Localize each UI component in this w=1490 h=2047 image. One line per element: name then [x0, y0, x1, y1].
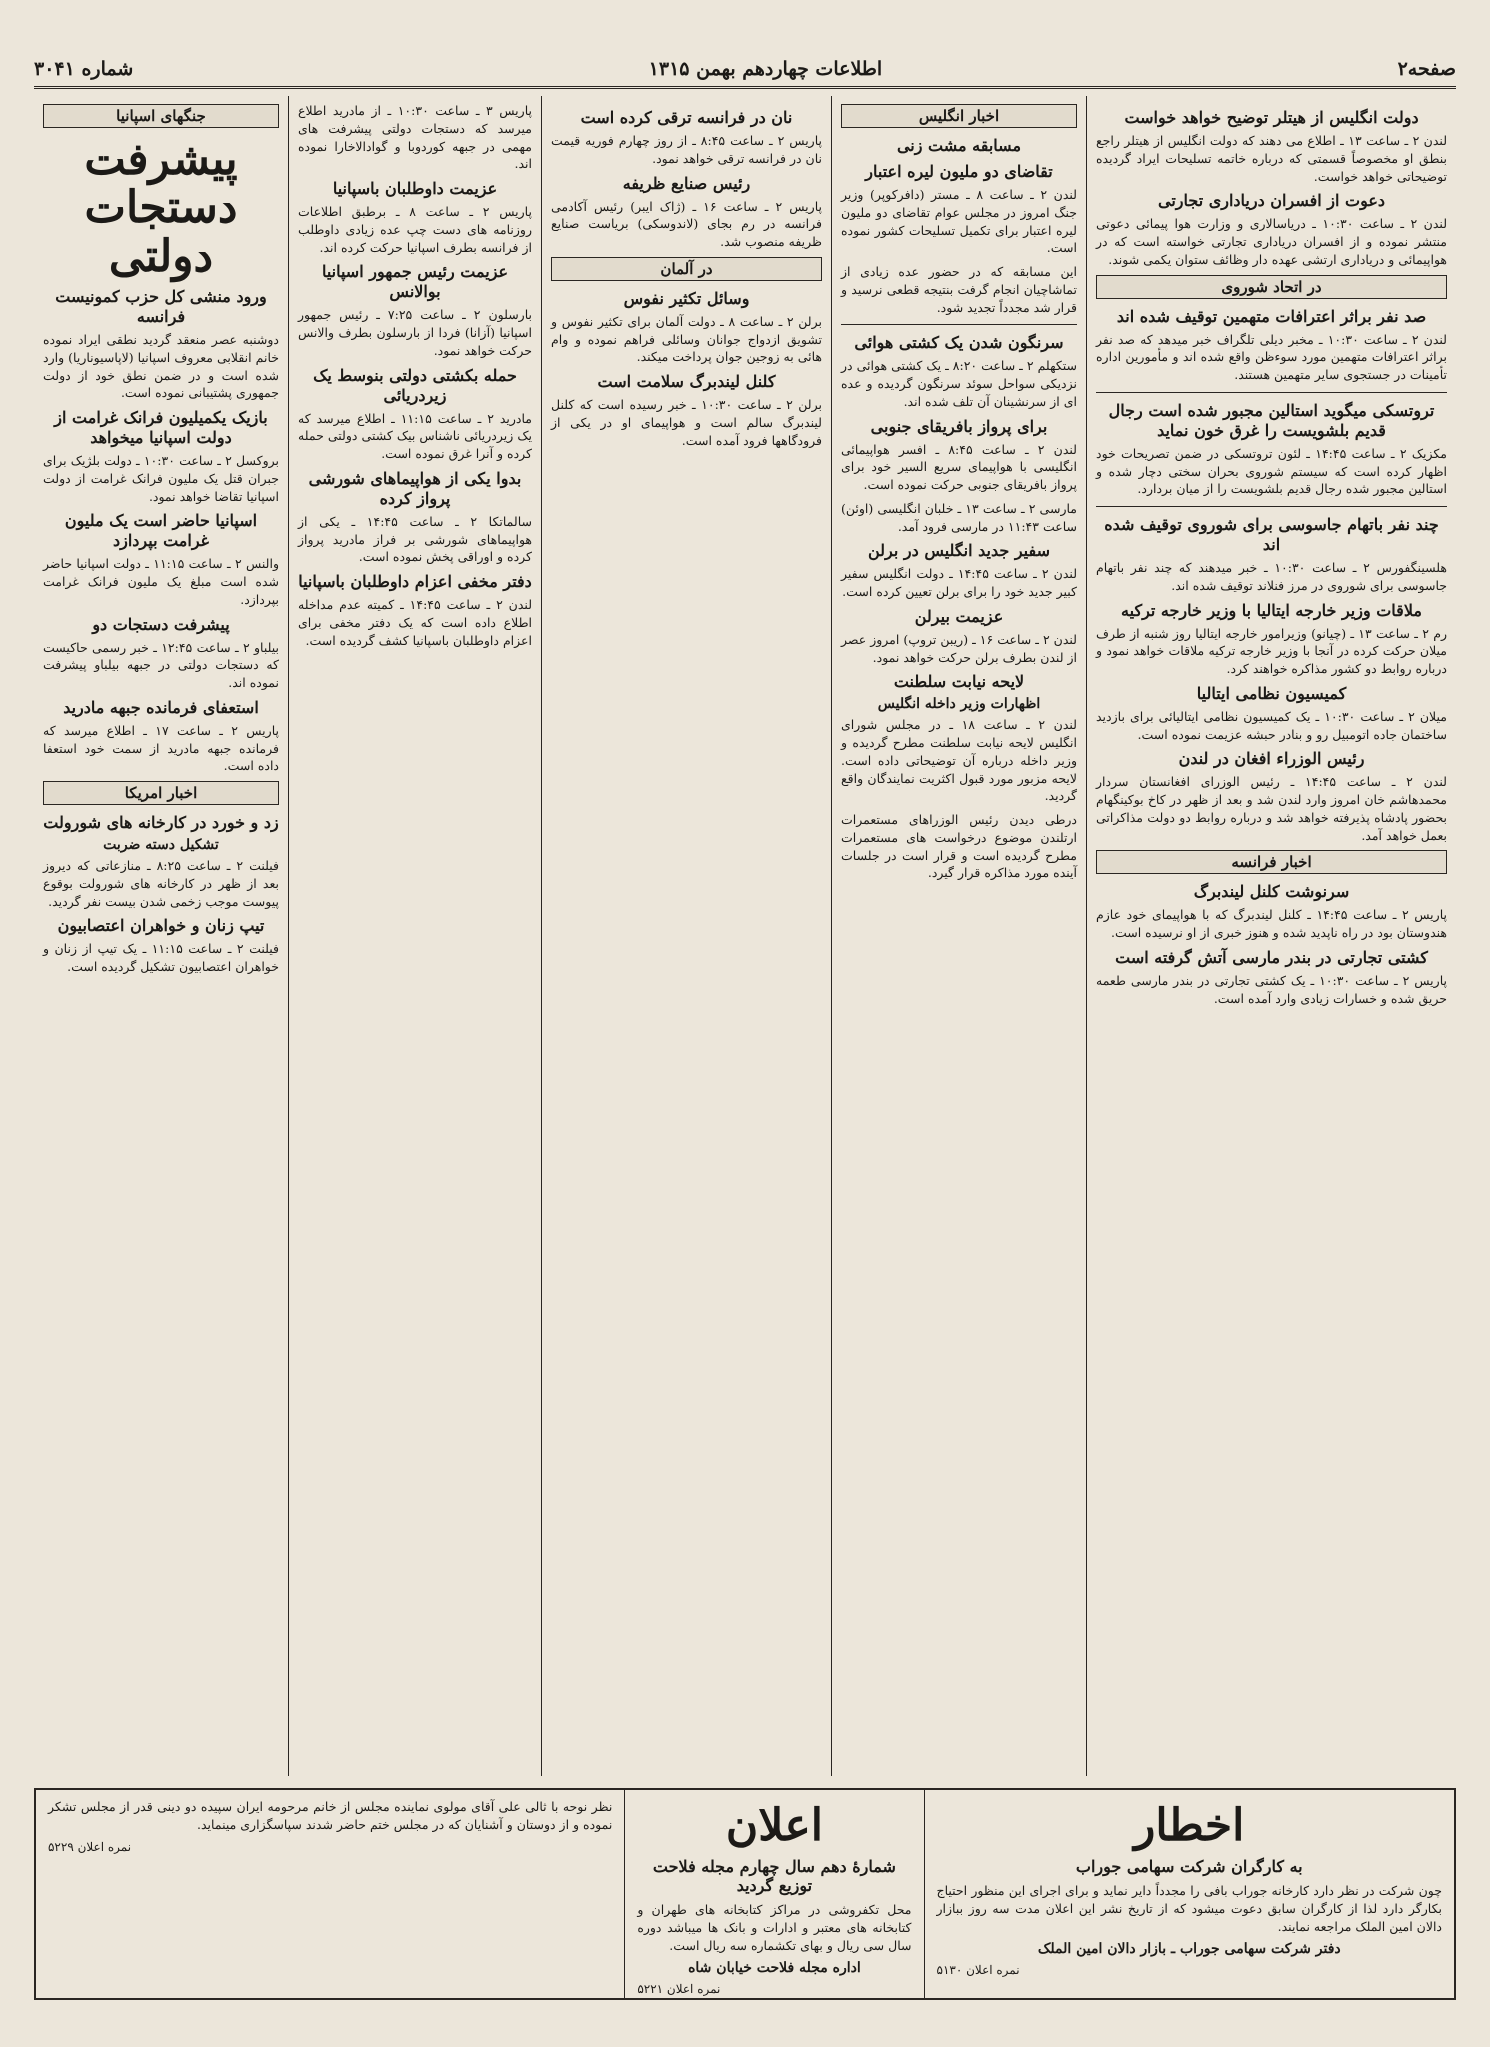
headline: برای پرواز بافریقای جنوبی	[870, 416, 1048, 436]
headline: تیپ زنان و خواهران اعتصابیون	[57, 916, 265, 936]
article-body: لندن ۲ ـ ساعت ۱۴:۴۵ ـ کمیته عدم مداخله اطلاع داده است که یک دفتر مخفی برای اعزام داوطلبان باسپانیا کشف گردیده است.	[298, 597, 532, 648]
section-header: در اتحاد شوروی	[1096, 275, 1447, 299]
article-body: ستکهلم ۲ ـ ساعت ۸:۲۰ ـ یک کشتی هوائی در نزدیکی سواحل سوئد سرنگون گردیده و عده ای از سرنشینان آن تلف شده اند.	[841, 358, 1077, 409]
headline: اسپانیا حاضر است یک ملیون غرامت بپردازد	[64, 511, 258, 551]
headline: دعوت از افسران دریاداری تجارتی	[1157, 191, 1385, 211]
article-body: فیلنت ۲ ـ ساعت ۸:۲۵ ـ منازعاتی که دیروز بعد از ظهر در کارخانه های شورولت بوقوع پیوست موجب زخمی شدن بیست نفر گردید.	[43, 858, 280, 909]
article-body: فیلنت ۲ ـ ساعت ۱۱:۱۵ ـ یک تیپ از زنان و خواهران اعتصابیون تشکیل گردیده است.	[43, 941, 280, 975]
notice-number: نمره اعلان ۵۱۳۰	[936, 1963, 1020, 1978]
headline: بدوا یکی از هواپیماهای شورشی پرواز کرده	[308, 468, 522, 508]
article-body: مارسی ۲ ـ ساعت ۱۳ ـ خلبان انگلیسی (اوئن) ساعت ۱۱:۴۳ در مارسی فرود آمد.	[841, 500, 1077, 534]
headline: چند نفر باتهام جاسوسی برای شوروی توقیف شده اند	[1104, 515, 1439, 554]
article-body: بروکسل ۲ ـ ساعت ۱۰:۳۰ ـ دولت بلژیک برای جبران قتل یک ملیون فرانک غرامت از دولت اسپانیا تقاضا خواهد نمود.	[43, 453, 279, 504]
headline: نان در فرانسه ترقی کرده است	[580, 108, 793, 127]
article-body: سالماتکا ۲ ـ ساعت ۱۴:۴۵ ـ یکی از هواپیماهای شورشی بر فراز مادرید پرواز کرده و اوراقی پخش نموده است.	[298, 513, 532, 565]
page-number: صفحه۲	[1397, 58, 1456, 80]
divider	[1096, 506, 1447, 507]
headline: کشتی تجارتی در بندر مارسی آتش گرفته است	[1115, 947, 1428, 967]
article-body: دوشنبه عصر منعقد گردید نطقی ایراد نموده خانم انقلابی معروف اسپانیا (لاپاسیوناریا) وارد شده است و در ضمن نطق خود از دولت جمهوری پشتیبانی نموده است.	[43, 332, 279, 401]
announcement-body: محل تکفروشی در مراکز کتابخانه های طهران و کتابخانه های معتبر و ادارات و بانک ها میباشد دوره سال سی ریال و بهای تکشماره سه ریال است.	[637, 1902, 912, 1953]
announcement-address: اداره مجله فلاحت خیابان شاه	[688, 1960, 861, 1977]
warning-subtitle: به کارگران شرکت سهامی جوراب	[1075, 1857, 1303, 1876]
headline: بازیک یکمیلیون فرانک غرامت از دولت اسپانیا میخواهد	[54, 408, 268, 448]
headline: سفیر جدید انگلیس در برلن	[867, 541, 1051, 561]
article-body: رم ۲ ـ ساعت ۱۳ ـ (چیانو) وزیرامور خارجه ایتالیا روز شنبه از طرف میلان حرکت کرده در آنجا با وزیر خارجه ترکیه ملاقات خواهد نمود و درباره روابط دو کشور مذاکره خواهند کرد.	[1096, 625, 1447, 676]
headline: کمیسیون نظامی ایتالیا	[1196, 683, 1347, 703]
headline: سرنوشت کلنل لیندبرگ	[1193, 882, 1350, 902]
article-body: لندن ۲ ـ ساعت ۱۰:۳۰ ـ مخبر دیلی تلگراف خبر میدهد که صد نفر براثر اعترافات متهمین مورد سوءظن واقع شده اند و مأمورین اداره تأمینات در جستجوی سایر متهمین هستند.	[1096, 331, 1447, 382]
article-body: پاریس ۲ ـ ساعت ۸ ـ برطبق اطلاعات روزنامه های دست چپ عده زیادی داوطلب از فرانسه بطرف اسپانیا حرکت کرده اند.	[298, 204, 532, 255]
headline: رئیس صنایع ظریفه	[622, 173, 751, 193]
article-body: مادرید ۲ ـ ساعت ۱۱:۱۵ ـ اطلاع میرسد که یک زیردریائی ناشناس بیک کشتی دولتی حمله کرده و آنرا غرق نموده است.	[298, 410, 532, 461]
article-body: برلن ۲ ـ ساعت ۱۰:۳۰ ـ خبر رسیده است که کلنل لیندبرگ سالم است و هواپیمای او در یکی از فرودگاهها فرود آمده است.	[551, 397, 822, 448]
warning-notice	[924, 1790, 1455, 1998]
section-header: اخبار فرانسه	[1096, 850, 1447, 874]
announcement-subtitle: شمارهٔ دهم سال چهارم مجله فلاحت توزیع گردید	[652, 1857, 896, 1895]
headline: صد نفر براثر اعترافات متهمین توقیف شده اند	[1116, 306, 1427, 326]
column-britain	[831, 96, 1086, 1776]
article-body: لندن ۲ ـ ساعت ۸:۴۵ ـ افسر هواپیمائی انگلیسی با هواپیمای سریع السیر خود برای پرواز بافریقای جنوبی حرکت نموده است.	[841, 441, 1077, 492]
headline: تقاضای دو ملیون لیره اعتبار	[865, 162, 1053, 181]
headline: تروتسکی میگوید استالین مجبور شده است رجال قدیم بلشویست را غرق خون نماید	[1108, 400, 1435, 440]
article-body: این مسابقه که در حضور عده زیادی از تماشاچیان انجام گرفت بنتیجه قطعی نرسید و قرار شد مجدداً تجدید شود.	[841, 264, 1077, 315]
article-body: هلسینگفورس ۲ ـ ساعت ۱۰:۳۰ ـ خبر میدهند که چند نفر باتهام جاسوسی برای شوروی در مرز فنلاند توقیف شده اند.	[1096, 560, 1447, 593]
article-body: پاریس ۲ ـ ساعت ۱۶ ـ (ژاک ایبر) رئیس آکادمی فرانسه در رم بجای (لاندوسکی) بریاست صنایع ظریفه منصوب شد.	[551, 198, 822, 249]
article-body: لندن ۲ ـ ساعت ۱۴:۴۵ ـ رئیس الوزرای افغانستان سردار محمدهاشم خان امروز وارد لندن شد و بعد از ظهر در کاخ بوکینگهام بحضور پادشاه پذیرفته خواهد شد و درباره روابط دو دولت مذاکراتی بعمل خواهد آمد.	[1096, 774, 1447, 843]
article-body: پاریس ۳ ـ ساعت ۱۰:۳۰ ـ از مادرید اطلاع میرسد که دستجات دولتی پیشرفت های مهمی در جبهه کوردوبا و گوادالاخارا نموده اند.	[298, 103, 532, 172]
section-header: اخبار امریکا	[43, 781, 279, 805]
announcement-title: اعلان	[725, 1800, 823, 1851]
article-body: لندن ۲ ـ ساعت ۱۴:۴۵ ـ دولت انگلیس سفیر کبیر جدید خود را برای برلن تعیین کرده است.	[841, 566, 1077, 599]
article-body: درطی دیدن رئیس الوزراهای مستعمرات ارتلندن موضوع درخواست های مستعمرات مطرح گردیده است و قرار است در جلسات آینده مورد مذاکره قرار گیرد.	[841, 812, 1077, 881]
subheadline: اظهارات وزیر داخله انگلیس	[877, 696, 1041, 713]
article-body: لندن ۲ ـ ساعت ۱۸ ـ در مجلس شورای انگلیس لایحه نیابت سلطنت مطرح گردیده و وزیر داخله درباره آن توضیحاتی داده است. لایحه مزبور مورد قبول اکثریت نمایندگان واقع گردید.	[841, 717, 1077, 804]
article-body: لندن ۲ ـ ساعت ۱۳ ـ اطلاع می دهند که دولت انگلیس از هیتلر راجع بنطق او مخصوصاً قسمتی که درباره خاتمه تسلیحات ایراد گردیده توضیحاتی خواهد خواست.	[1096, 133, 1448, 184]
article-body: پاریس ۲ ـ ساعت ۱۷ ـ اطلاع میرسد که فرمانده جبهه مادرید از سمت خود استعفا داده است.	[43, 722, 279, 774]
subheadline: تشکیل دسته ضربت	[103, 837, 219, 854]
headline: عزیمت بیرلن	[914, 606, 1004, 626]
headline: ورود منشی کل حزب کمونیست فرانسه	[55, 287, 267, 327]
article-body: والنس ۲ ـ ساعت ۱۱:۱۵ ـ دولت اسپانیا حاضر شده است مبلغ یک ملیون فرانک غرامت بپردازد.	[43, 556, 279, 607]
article-body: لندن ۲ ـ ساعت ۸ ـ مستر (دافرکوپر) وزیر جنگ امروز در مجلس عوام تقاضای دو ملیون لیره اعتبار برای تکمیل تسلیحات کشور نموده است.	[841, 187, 1077, 256]
magazine-announcement	[624, 1790, 923, 1998]
issue-number: شماره ۳۰۴۱	[34, 58, 134, 80]
issue-date: اطلاعات چهاردهم بهمن ۱۳۱۵	[648, 58, 883, 80]
section-header: جنگهای اسپانیا	[43, 104, 279, 128]
headline: دفتر مخفی اعزام داوطلبان باسپانیا	[298, 572, 532, 591]
column-foreign-news	[1086, 96, 1456, 1776]
headline: دولت انگلیس از هیتلر توضیح خواهد خواست	[1124, 108, 1419, 127]
headline: عزیمت داوطلبان باسپانیا	[332, 179, 498, 198]
article-body: پاریس ۲ ـ ساعت ۱۰:۳۰ ـ یک کشتی تجارتی در بندر مارسی طعمه حریق شده و خسارات زیادی وارد آمده است.	[1096, 972, 1447, 1006]
notice-number: نمره اعلان ۵۲۲۱	[637, 1982, 721, 1997]
section-header: در آلمان	[551, 257, 822, 281]
divider	[841, 324, 1077, 325]
article-grid	[34, 96, 1456, 1776]
divider	[1096, 392, 1447, 393]
headline: زد و خورد در کارخانه های شورولت	[43, 813, 279, 833]
headline: پیشرفت دستجات دو	[92, 614, 230, 634]
article-body: لندن ۲ ـ ساعت ۱۰:۳۰ ـ دریاسالاری و وزارت هوا پیمائی دعوتی منتشر نموده و از افسران دریاداری تجارتی خواسته است که در هواپیمائی و دریاداری ارتشی عهده دار وظائف ستوان یکمی شوند.	[1096, 216, 1448, 267]
headline: ملاقات وزیر خارجه ایتالیا با وزیر خارجه ترکیه	[1121, 600, 1422, 620]
article-body: بارسلون ۲ ـ ساعت ۷:۲۵ ـ رئیس جمهور اسپانیا (آزانا) فردا از بارسلون بطرف والانس حرکت خواهد نمود.	[298, 307, 533, 358]
notices-strip	[34, 1788, 1456, 2000]
headline: رئیس الوزراء افغان در لندن	[1178, 749, 1365, 769]
warning-signature: دفتر شرکت سهامی جوراب ـ بازار دالان امین الملک	[1037, 1941, 1341, 1958]
condolence-notice	[36, 1790, 624, 1998]
headline: وسائل تکثیر نفوس	[623, 288, 750, 308]
condolence-body: نظر نوحه با ثالی علی آقای مولوی نماینده مجلس از خانم مرحومه ایران سپیده دو دینی قدر از مجلس تشکر نموده و از دوستان و آشنایان که در مجلس ختم حاضر شدند سپاسگزاری مینماید.	[47, 1799, 613, 1832]
headline: لایحه نیابت سلطنت	[893, 672, 1025, 692]
lead-headline: پیشرفت دستجات دولتی	[84, 134, 238, 282]
masthead	[34, 52, 1456, 89]
section-header: اخبار انگلیس	[841, 104, 1077, 128]
headline: عزیمت رئیس جمهور اسپانیا بوالانس	[321, 262, 509, 302]
article-body: پاریس ۲ ـ ساعت ۱۴:۴۵ ـ کلنل لیندبرگ که با هواپیمای خود عازم هندوستان بود در راه ناپدید شده و هنوز خبری از او نرسیده است.	[1096, 907, 1447, 940]
notice-number: نمره اعلان ۵۲۲۹	[47, 1839, 132, 1854]
article-body: برلن ۲ ـ ساعت ۸ ـ دولت آلمان برای تکثیر نفوس و تشویق ازدواج جوانان وسائلی فراهم نموده و وام هائی به زوجین جوان پرداخت میکند.	[551, 313, 822, 365]
article-body: بیلباو ۲ ـ ساعت ۱۲:۴۵ ـ خبر رسمی حاکیست که دستجات دولتی در جبهه بیلباو پیشرفت نموده اند.	[43, 639, 279, 691]
article-body: پاریس ۲ ـ ساعت ۸:۴۵ ـ از روز چهارم فوریه قیمت نان در فرانسه ترقی خواهد نمود.	[551, 133, 822, 166]
column-mixed	[541, 96, 831, 1776]
headline: حمله بکشتی دولتی بنوسط یک زیردریائی	[313, 365, 517, 405]
article-body: میلان ۲ ـ ساعت ۱۰:۳۰ ـ یک کمیسیون نظامی ایتالیائی برای بازدید ساختمان جاده اتومبیل رو و بنادر حبشه عزیمت نموده است.	[1096, 708, 1447, 742]
article-body: لندن ۲ ـ ساعت ۱۶ ـ (ریبن تروپ) امروز عصر از لندن بطرف برلن حرکت خواهد نمود.	[841, 631, 1077, 665]
warning-body: چون شرکت در نظر دارد کارخانه جوراب بافی را مجدداً دایر نماید و برای اجرای این منظور احتیاج بکارگر دارد لذا از کارگران سابق دعوت میشود که از تاریخ نشر این اعلان مدت سه روز ببازار دالان امین الملک مراجعه نمایند.	[936, 1883, 1442, 1934]
headline: مسابقه مشت زنی	[896, 136, 1022, 155]
column-spanish-war	[34, 96, 288, 1776]
article-body: مکزیک ۲ ـ ساعت ۱۴:۴۵ ـ لئون تروتسکی در ضمن تصریحات خود اظهار کرده است که سیستم شوروی بحران سختی دچار شده و استالین مجبور شده رجال قدیم بلشویست را از میان بردارد.	[1096, 445, 1448, 497]
column-spain-news	[288, 96, 541, 1776]
headline: کلنل لیندبرگ سلامت است	[597, 372, 776, 391]
headline: سرنگون شدن یک کشتی هوائی	[854, 333, 1064, 353]
warning-title: اخطار	[1134, 1800, 1245, 1851]
headline: استعفای فرمانده جبهه مادرید	[63, 697, 259, 717]
